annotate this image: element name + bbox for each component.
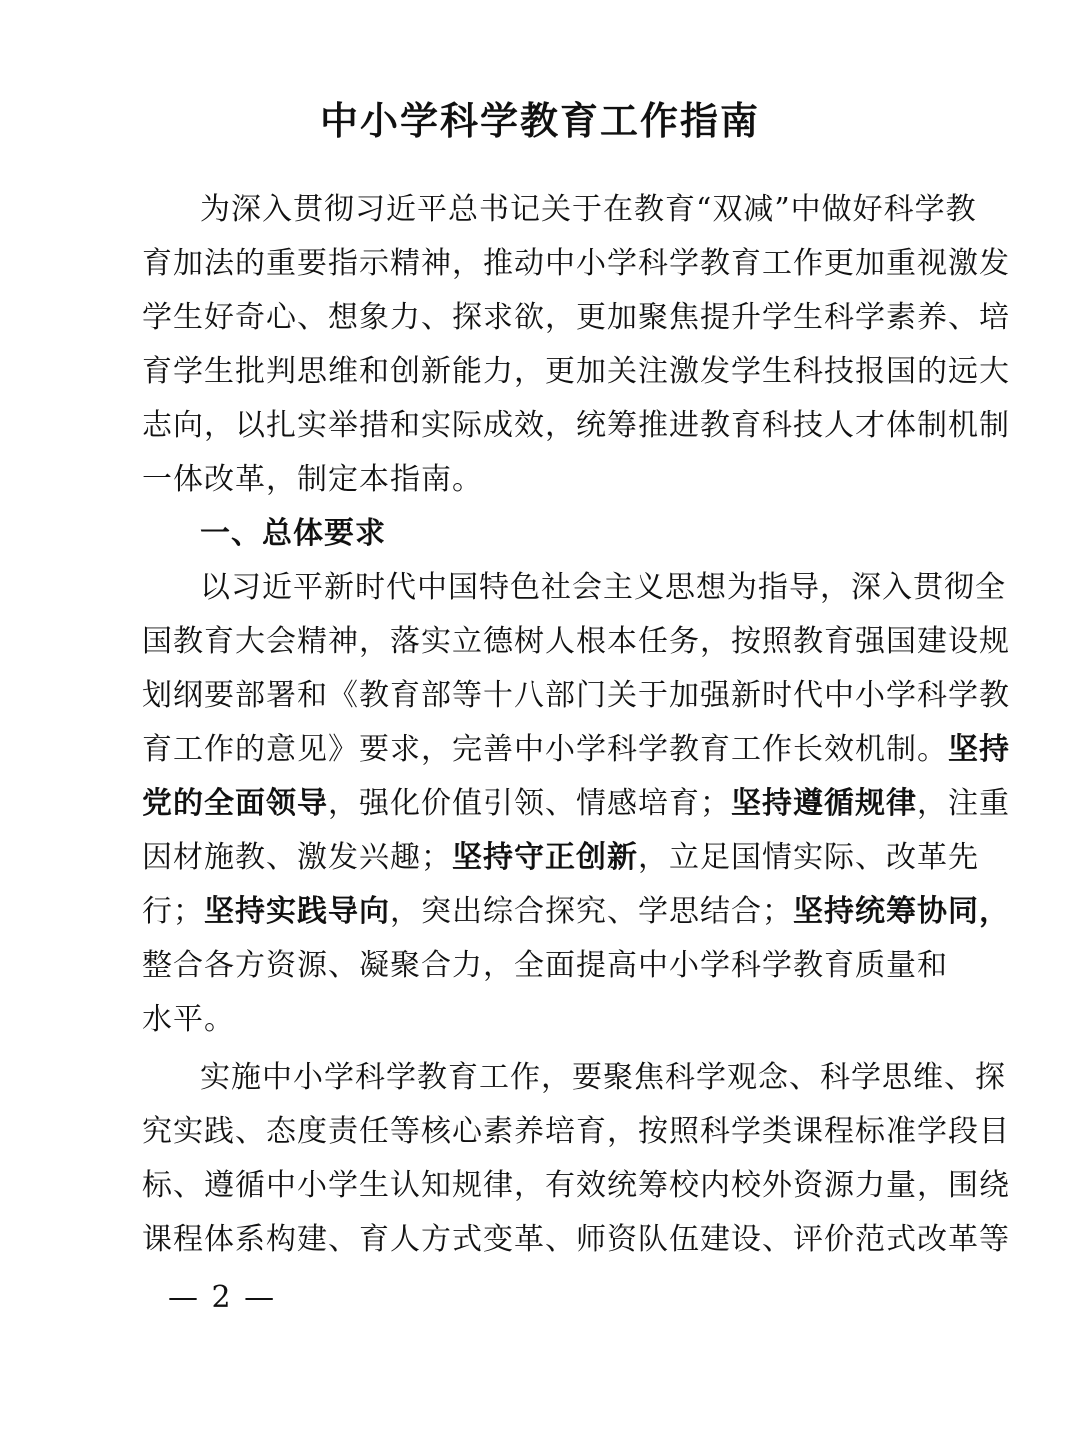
paragraph-line: 划纲要部署和《教育部等十八部门关于加强新时代中小学科学教: [142, 678, 1010, 713]
text-run: ，注重: [917, 786, 1010, 821]
paragraph-line: 育学生批判思维和创新能力，更加关注激发学生科技报国的远大: [142, 354, 1010, 389]
paragraph-line: [142, 732, 1010, 768]
paragraph-line: 标、遵循中小学生认知规律，有效统筹校内校外资源力量，围绕: [142, 1168, 1010, 1203]
bold-text-run: 党的全面领导: [142, 786, 328, 821]
document-title: 中小学科学教育工作指南: [319, 98, 760, 143]
page-number: — 2 —: [168, 1280, 277, 1315]
paragraph-line: 一体改革，制定本指南。: [142, 462, 483, 497]
paragraph-line: 整合各方资源、凝聚合力，全面提高中小学科学教育质量和: [142, 948, 948, 983]
bold-text-run: 坚持: [948, 732, 1010, 767]
paragraph-line: 究实践、态度责任等核心素养培育，按照科学类课程标准学段目: [142, 1114, 1010, 1149]
paragraph-line: 学生好奇心、想象力、探求欲，更加聚焦提升学生科学素养、培: [142, 300, 1010, 335]
bold-text-run: 坚持守正创新: [452, 840, 638, 875]
paragraph-line: 课程体系构建、育人方式变革、师资队伍建设、评价范式改革等: [142, 1222, 1010, 1257]
section-heading: 一、总体要求: [200, 516, 386, 551]
text-run: ，突出综合探究、学思结合；: [390, 894, 793, 929]
text-run: ，强化价值引领、情感培育；: [328, 786, 731, 821]
paragraph-line: [142, 840, 979, 876]
paragraph-line: 志向，以扎实举措和实际成效，统筹推进教育科技人才体制机制: [142, 408, 1010, 443]
text-run: 育工作的意见》要求，完善中小学科学教育工作长效机制。: [142, 732, 948, 767]
bold-text-run: 坚持实践导向: [204, 894, 390, 929]
paragraph-line: 为深入贯彻习近平总书记关于在教育“双减”中做好科学教: [200, 192, 977, 227]
paragraph-line: 育加法的重要指示精神，推动中小学科学教育工作更加重视激发: [142, 246, 1010, 281]
text-run: 行；: [142, 894, 204, 929]
text-run: 因材施教、激发兴趣；: [142, 840, 452, 875]
paragraph-line: 国教育大会精神，落实立德树人根本任务，按照教育强国建设规: [142, 624, 1010, 659]
bold-text-run: 坚持统筹协同，: [793, 894, 1010, 929]
paragraph-line: [142, 894, 1010, 930]
paragraph-line: [142, 786, 1010, 822]
text-run: ，立足国情实际、改革先: [638, 840, 979, 875]
paragraph-line: 以习近平新时代中国特色社会主义思想为指导，深入贯彻全: [200, 570, 1006, 605]
paragraph-line: 水平。: [142, 1002, 235, 1037]
paragraph-line: 实施中小学科学教育工作，要聚焦科学观念、科学思维、探: [200, 1060, 1006, 1095]
bold-text-run: 坚持遵循规律: [731, 786, 917, 821]
